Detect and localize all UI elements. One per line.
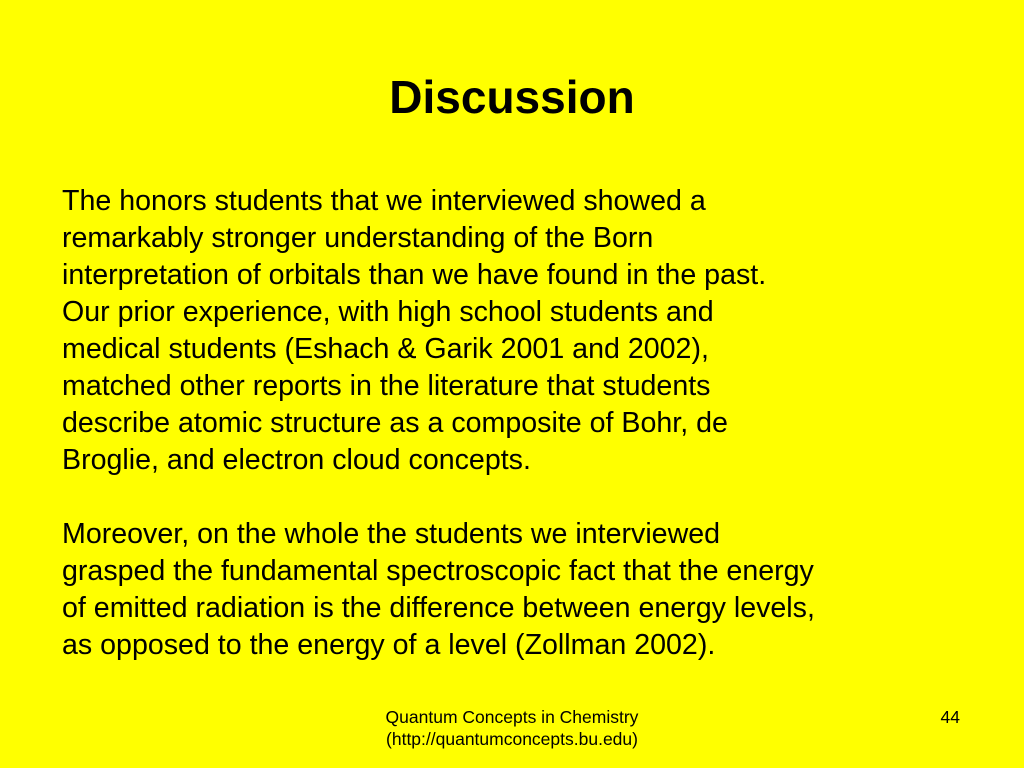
footer-url: (http://quantumconcepts.bu.edu)	[386, 729, 638, 749]
paragraph-honors-students: The honors students that we interviewed showed a remarkably stronger understanding of the Born interpretation of orbitals than we have found in the past. Our prior experience, with high school students and medical students (Eshach & Garik 2001 and 2002), matched other reports in the literature that students describe atomic structure as a composite of Bohr, de Broglie, and electron cloud concepts.	[62, 185, 767, 476]
slide-body	[62, 183, 982, 664]
footer-course-title: Quantum Concepts in Chemistry	[385, 707, 639, 727]
footer-source	[312, 706, 712, 750]
slide-title: Discussion	[389, 71, 635, 123]
page-number: 44	[940, 707, 960, 727]
paragraph-spectroscopic-fact: Moreover, on the whole the students we interviewed grasped the fundamental spectroscopic fact that the energy of emitted radiation is the difference between energy levels, as opposed to the energy of a level (Zollman 2002).	[62, 518, 815, 661]
